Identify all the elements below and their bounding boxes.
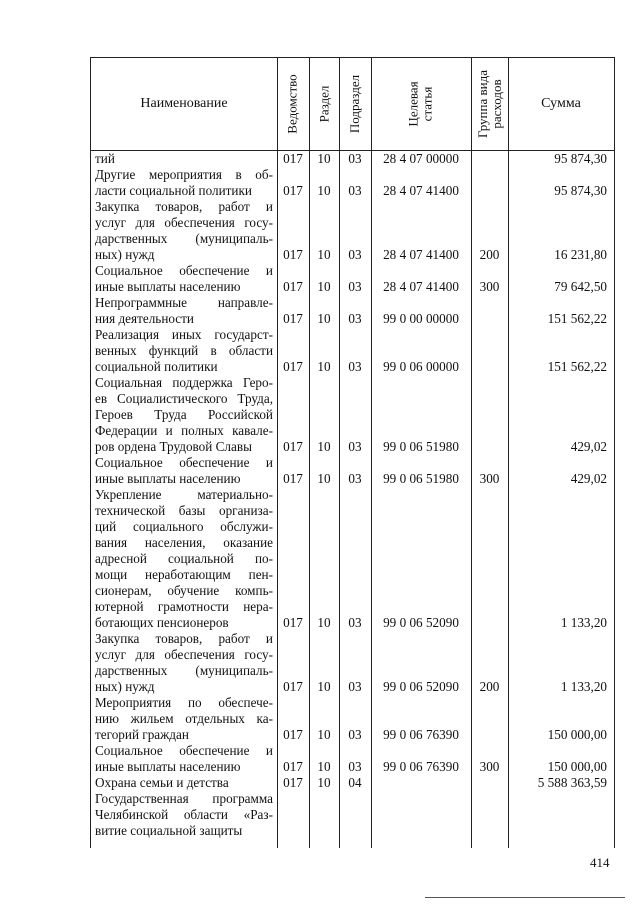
cell-gruppa [471,359,508,375]
row-name-line: иные выплаты населению [95,279,241,294]
cell-gruppa [471,151,508,167]
row-name-line: Героев Труда Российской [95,407,273,422]
row-name-line: витие социальной защиты [95,823,243,838]
row-name-line: Мероприятия по обеспече- [95,695,273,710]
cell-vedomstvo [277,823,309,839]
row-name-line: Закупка товаров, работ и [95,631,273,646]
row-name-line: ютерной грамотности нера- [95,599,273,614]
cell-celevaya: 28 4 07 41400 [383,183,459,198]
header-razdel: Раздел [316,85,331,123]
row-name-line: Укрепление материально- [95,487,273,502]
row-name-line: Социальное обеспечение и [95,743,273,758]
cell-podrazdel: 03 [348,727,362,742]
footer-rule [425,897,625,898]
cell-razdel: 10 [317,615,331,630]
row-name-line: Реализация иных государст- [95,327,273,342]
cell-podrazdel: 04 [348,775,362,790]
row-name-line: ния деятельности [95,311,194,326]
row-name-line: услуг для обеспечения госу- [95,647,273,662]
row-name-line: Социальное обеспечение и [95,263,273,278]
header-gruppa: Группа вида расходов [474,70,504,138]
row-name-line: тегорий граждан [95,727,189,742]
cell-gruppa [471,183,508,199]
cell-podrazdel: 03 [348,183,362,198]
cell-podrazdel: 03 [348,615,362,630]
cell-gruppa [471,775,508,791]
cell-podrazdel: 03 [348,471,362,486]
cell-gruppa: 300 [479,471,500,486]
cell-vedomstvo: 017 [283,359,303,374]
cell-vedomstvo: 017 [283,311,303,326]
row-name-line: Федерации и полных кавале- [95,423,273,438]
row-name-line: ров ордена Трудовой Славы [95,439,252,454]
cell-celevaya: 28 4 07 41400 [383,279,459,294]
cell-vedomstvo: 017 [283,679,303,694]
row-name-line: Государственная программа [95,791,273,806]
cell-celevaya: 99 0 06 52090 [383,679,459,694]
cell-podrazdel: 03 [348,279,362,294]
header-summa: Сумма [541,96,581,111]
cell-razdel: 10 [317,775,331,790]
cell-razdel: 10 [317,183,331,198]
cell-gruppa [471,439,508,455]
cell-razdel: 10 [317,279,331,294]
cell-gruppa: 300 [479,279,500,294]
cell-podrazdel: 03 [348,247,362,262]
cell-celevaya: 99 0 06 52090 [383,615,459,630]
row-name-line: ев Социалистического Труда, [95,391,273,406]
cell-vedomstvo: 017 [283,727,303,742]
row-name-line: Социальное обеспечение и [95,455,273,470]
cell-razdel: 10 [317,727,331,742]
cell-gruppa [471,727,508,743]
cell-gruppa [471,823,508,839]
row-name-line: мощи неработающим пен- [95,567,273,582]
row-name-line: иные выплаты населению [95,759,241,774]
cell-celevaya [371,775,471,791]
cell-summa: 95 874,30 [554,183,607,198]
cell-celevaya [371,823,471,839]
cell-razdel: 10 [317,759,331,774]
row-name-line: дарственных (муниципаль- [95,663,273,678]
cell-summa: 16 231,80 [554,247,607,262]
cell-razdel [309,823,339,839]
budget-table [90,57,615,848]
cell-summa [508,823,607,839]
cell-gruppa: 200 [479,247,500,262]
header-name: Наименование [140,96,228,111]
cell-podrazdel: 03 [348,359,362,374]
cell-razdel: 10 [317,151,331,166]
cell-vedomstvo: 017 [283,759,303,774]
cell-summa: 1 133,20 [560,615,607,630]
cell-vedomstvo: 017 [283,471,303,486]
row-name-line: ласти социальной политики [95,183,252,198]
row-name-line: Закупка товаров, работ и [95,199,273,214]
row-name-line: Другие мероприятия в об- [95,167,273,182]
row-name-line: Челябинской области «Раз- [95,807,273,822]
row-name-line: Социальная поддержка Геро- [95,375,273,390]
cell-vedomstvo: 017 [283,151,303,166]
header-podrazdel: Подраздел [347,74,363,134]
cell-vedomstvo: 017 [283,247,303,262]
cell-summa: 150 000,00 [547,759,607,774]
cell-vedomstvo: 017 [283,775,303,790]
row-name-line: нию жильем отдельных ка- [95,711,273,726]
row-name-line: вания населения, оказание [95,535,273,550]
cell-summa: 429,02 [570,439,607,454]
cell-celevaya: 99 0 06 76390 [383,759,459,774]
row-name-line: адресной социальной по- [95,551,273,566]
cell-celevaya: 99 0 06 76390 [383,727,459,742]
cell-vedomstvo: 017 [283,439,303,454]
cell-razdel: 10 [317,679,331,694]
row-name-line: венных функций в области [95,343,273,358]
cell-vedomstvo: 017 [283,615,303,630]
row-name-line: дарственных (муниципаль- [95,231,273,246]
cell-summa: 79 642,50 [554,279,607,294]
row-name-line: тий [95,151,115,166]
row-name-line: ных) нужд [95,247,155,262]
cell-podrazdel: 03 [348,311,362,326]
cell-gruppa [471,311,508,327]
cell-celevaya: 28 4 07 00000 [383,151,459,166]
row-name-line: сионерам, обучение компь- [95,583,273,598]
cell-celevaya: 99 0 06 51980 [383,439,459,454]
header-vedomstvo: Ведомство [285,74,300,134]
cell-summa: 150 000,00 [547,727,607,742]
cell-summa: 151 562,22 [547,311,607,326]
row-name-line: технической базы организа- [95,503,273,518]
cell-razdel: 10 [317,247,331,262]
cell-celevaya: 28 4 07 41400 [383,247,459,262]
cell-podrazdel: 03 [348,759,362,774]
row-name-line: ций социального обслужи- [95,519,273,534]
cell-gruppa: 200 [479,679,500,694]
cell-vedomstvo: 017 [283,183,303,198]
cell-celevaya: 99 0 06 00000 [383,359,459,374]
cell-celevaya: 99 0 00 00000 [383,311,459,326]
cell-celevaya: 99 0 06 51980 [383,471,459,486]
row-name-line: иные выплаты населению [95,471,241,486]
cell-summa: 5 588 363,59 [537,775,607,790]
cell-podrazdel: 03 [348,679,362,694]
row-name-line: услуг для обеспечения госу- [95,215,273,230]
cell-summa: 1 133,20 [560,679,607,694]
cell-podrazdel [339,823,371,839]
page-number: 414 [590,855,610,870]
cell-razdel: 10 [317,311,331,326]
header-celevaya: Целевая статья [405,81,435,127]
row-name-line: ботающих пенсионеров [95,615,229,630]
cell-podrazdel: 03 [348,151,362,166]
cell-gruppa [471,615,508,631]
cell-razdel: 10 [317,359,331,374]
cell-summa: 429,02 [570,471,607,486]
row-name-line: ных) нужд [95,679,155,694]
row-name-line: Непрограммные направле- [95,295,273,310]
row-name-line: социальной политики [95,359,218,374]
cell-summa: 151 562,22 [547,359,607,374]
cell-podrazdel: 03 [348,439,362,454]
row-name-line: Охрана семьи и детства [95,775,229,790]
cell-gruppa: 300 [479,759,500,774]
cell-razdel: 10 [317,471,331,486]
cell-summa: 95 874,30 [554,151,607,166]
cell-razdel: 10 [317,439,331,454]
cell-vedomstvo: 017 [283,279,303,294]
